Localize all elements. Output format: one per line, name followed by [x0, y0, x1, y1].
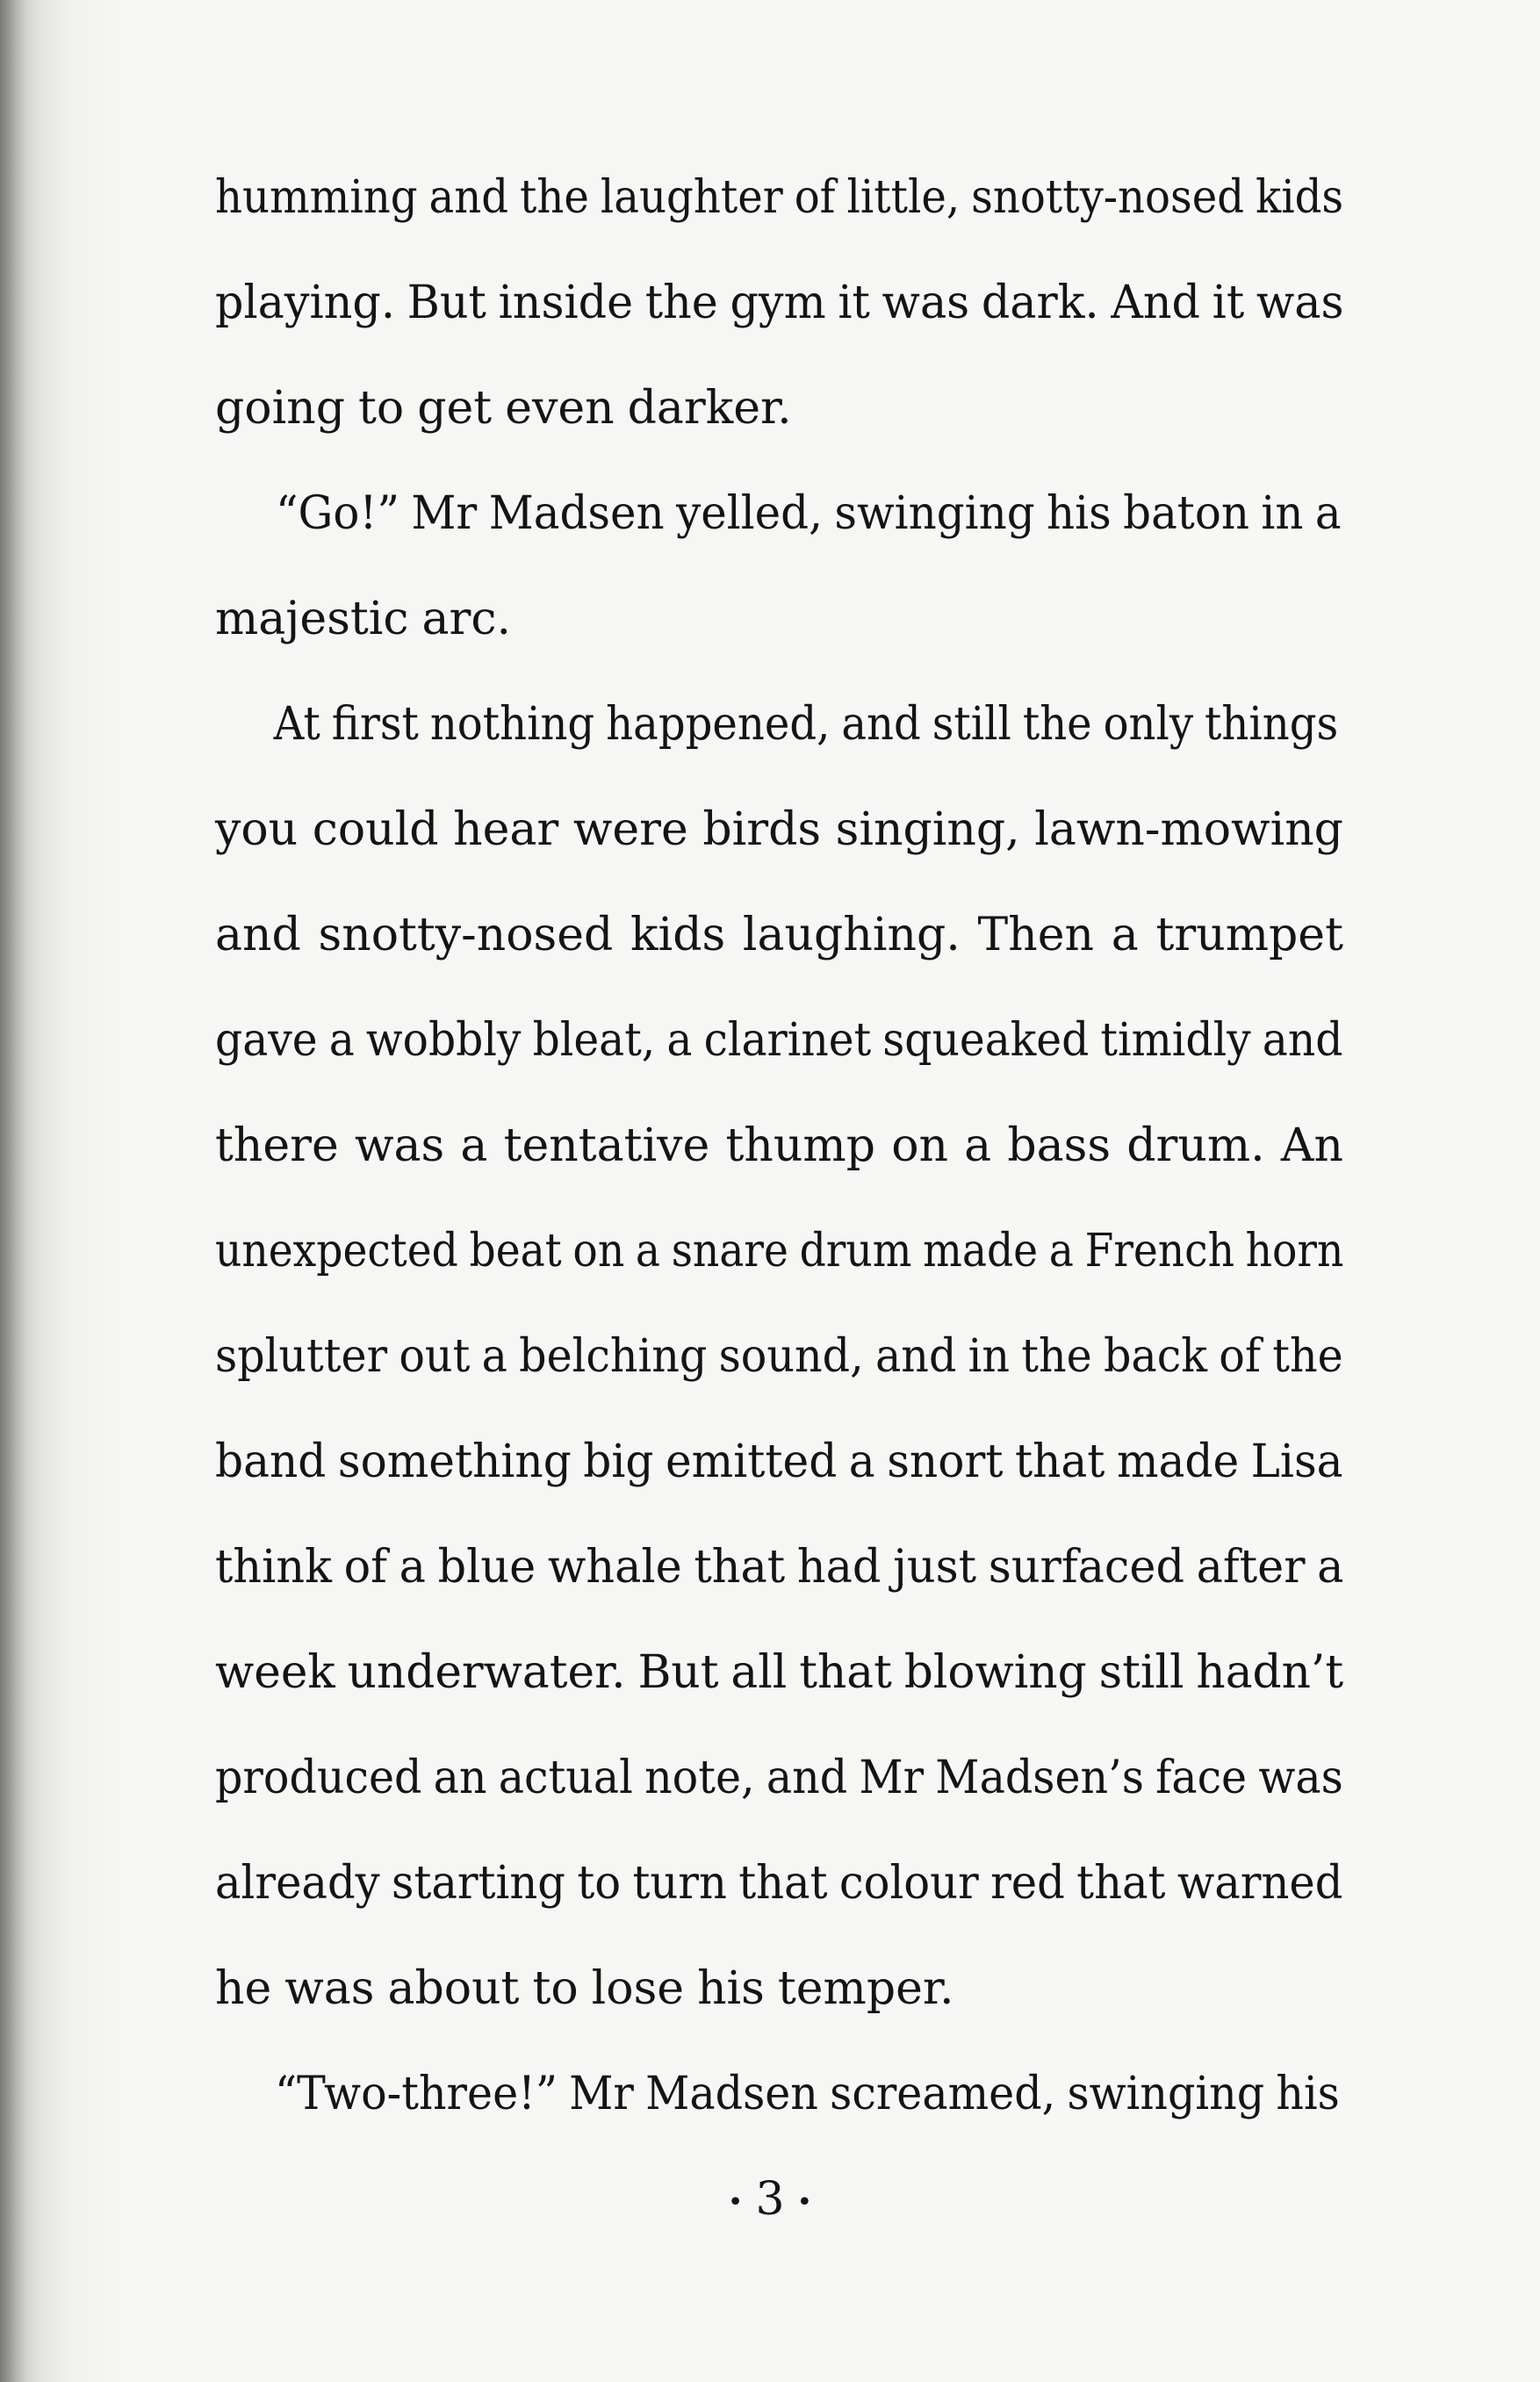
- word: An: [1280, 1119, 1343, 1172]
- word: a: [964, 1119, 992, 1172]
- word: kids: [630, 909, 726, 961]
- word: and: [766, 1752, 848, 1804]
- word: warned: [1177, 1857, 1343, 1910]
- word: a: [635, 1225, 661, 1277]
- word: get: [417, 382, 493, 435]
- word: the: [520, 171, 589, 224]
- word: wobbly: [365, 1014, 522, 1067]
- word: kids: [1256, 171, 1344, 224]
- word: that: [694, 1541, 786, 1594]
- word: a: [399, 1541, 426, 1594]
- word: “Go!”: [276, 487, 399, 540]
- word: And: [1111, 277, 1200, 329]
- word: laughing.: [742, 909, 961, 961]
- text-line: [215, 988, 1343, 1093]
- page-number: [0, 2173, 1540, 2226]
- word: red: [990, 1857, 1065, 1910]
- word: Mr: [411, 487, 478, 540]
- spine-shadow: [0, 0, 26, 2382]
- word: Madsen: [488, 487, 665, 540]
- text-line: [215, 1831, 1343, 1936]
- folio-dot-right: •: [796, 2187, 813, 2218]
- word: all: [730, 1646, 788, 1699]
- word: majestic: [215, 593, 409, 645]
- word: an: [433, 1752, 487, 1804]
- word: made: [923, 1225, 1039, 1277]
- word: squeaked: [882, 1014, 1090, 1067]
- word: in: [968, 1330, 1010, 1383]
- word: note,: [644, 1752, 755, 1804]
- word: was: [1258, 1752, 1343, 1804]
- word: and: [428, 171, 509, 224]
- word: lose: [591, 1962, 685, 2015]
- word: playing.: [215, 277, 395, 329]
- word: to: [532, 1962, 579, 2015]
- word: surfaced: [988, 1541, 1184, 1594]
- word: a: [1111, 909, 1139, 961]
- text-line: [215, 356, 1343, 461]
- word: were: [572, 803, 688, 856]
- word: made: [1116, 1436, 1240, 1488]
- word: swinging: [834, 487, 1035, 540]
- word: bleat,: [532, 1014, 656, 1067]
- word: it: [1212, 277, 1245, 329]
- word: swinging: [1067, 2068, 1265, 2120]
- word: hadn’t: [1196, 1646, 1344, 1699]
- text-line: [215, 250, 1344, 356]
- word: little,: [846, 171, 961, 224]
- word: first: [331, 698, 419, 751]
- word: things: [1205, 698, 1339, 751]
- word: it: [838, 277, 870, 329]
- word: turn: [632, 1857, 727, 1910]
- word: a: [460, 1119, 488, 1172]
- word: the: [1021, 1330, 1092, 1383]
- word: underwater.: [347, 1646, 626, 1699]
- word: was: [1256, 277, 1344, 329]
- word: yelled,: [676, 487, 823, 540]
- word: in: [1261, 487, 1304, 540]
- word: snort: [887, 1436, 1004, 1488]
- word: Madsen’s: [935, 1752, 1144, 1804]
- word: nothing: [429, 698, 595, 751]
- word: thump: [725, 1119, 875, 1172]
- word: horn: [1245, 1225, 1344, 1277]
- word: hear: [453, 803, 559, 856]
- word: baton: [1123, 487, 1249, 540]
- word: and: [841, 698, 921, 751]
- text-line: [215, 1620, 1344, 1725]
- word: Madsen: [645, 2068, 818, 2120]
- word: Lisa: [1250, 1436, 1343, 1488]
- text-line: [215, 777, 1343, 882]
- word: beat: [469, 1225, 562, 1277]
- word: belching: [519, 1330, 708, 1383]
- word: and: [215, 909, 301, 961]
- word: snotty-nosed: [318, 909, 614, 961]
- text-line: [215, 672, 1339, 777]
- word: Mr: [569, 2068, 634, 2120]
- text-line: [215, 1515, 1344, 1620]
- word: gave: [215, 1014, 318, 1067]
- folio-dot-left: •: [727, 2187, 744, 2218]
- word: trumpet: [1155, 909, 1343, 961]
- word: happened,: [606, 698, 831, 751]
- word: his: [1047, 487, 1112, 540]
- word: you: [215, 803, 299, 856]
- word: tentative: [503, 1119, 710, 1172]
- word: But: [407, 277, 486, 329]
- word: that: [1076, 1857, 1166, 1910]
- word: out: [399, 1330, 471, 1383]
- word: think: [215, 1541, 332, 1594]
- word: timidly: [1100, 1014, 1251, 1067]
- word: a: [481, 1330, 507, 1383]
- word: humming: [215, 171, 418, 224]
- word: only: [1103, 698, 1194, 751]
- word: emitted: [666, 1436, 838, 1488]
- word: that: [1014, 1436, 1105, 1488]
- word: bass: [1007, 1119, 1112, 1172]
- text-line: [215, 1198, 1344, 1304]
- word: band: [215, 1436, 327, 1488]
- word: face: [1155, 1752, 1248, 1804]
- word: snotty-nosed: [971, 171, 1245, 224]
- text-line: [215, 1409, 1343, 1515]
- word: that: [738, 1857, 828, 1910]
- word: unexpected: [215, 1225, 458, 1277]
- text-line: [215, 1725, 1343, 1831]
- word: just: [893, 1541, 977, 1594]
- text-line: [215, 1093, 1343, 1198]
- word: laughter: [600, 171, 783, 224]
- word: was: [354, 1119, 445, 1172]
- word: back: [1103, 1330, 1207, 1383]
- word: the: [1022, 698, 1092, 751]
- word: week: [215, 1646, 335, 1699]
- word: a: [328, 1014, 355, 1067]
- word: a: [666, 1014, 693, 1067]
- word: the: [644, 277, 718, 329]
- word: snare: [671, 1225, 788, 1277]
- text-line: [215, 1304, 1343, 1409]
- word: and: [874, 1330, 957, 1383]
- word: inside: [498, 277, 634, 329]
- word: produced: [215, 1752, 422, 1804]
- word: screamed,: [830, 2068, 1056, 2120]
- word: he: [215, 1962, 272, 2015]
- word: clarinet: [703, 1014, 872, 1067]
- word: to: [577, 1857, 622, 1910]
- word: had: [796, 1541, 882, 1594]
- word: drum.: [1126, 1119, 1265, 1172]
- word: even: [505, 382, 615, 435]
- word: big: [583, 1436, 654, 1488]
- word: something: [337, 1436, 572, 1488]
- word: drum: [799, 1225, 912, 1277]
- word: whale: [547, 1541, 682, 1594]
- word: to: [358, 382, 405, 435]
- word: could: [312, 803, 439, 856]
- text-line: [215, 461, 1342, 566]
- word: dark.: [981, 277, 1099, 329]
- word: already: [215, 1857, 380, 1910]
- word: on: [572, 1225, 625, 1277]
- word: and: [1262, 1014, 1343, 1067]
- word: lawn-mowing: [1034, 803, 1343, 856]
- text-line: [215, 2041, 1340, 2147]
- word: “Two-three!”: [274, 2068, 558, 2120]
- word: Mr: [859, 1752, 925, 1804]
- word: still: [1098, 1646, 1184, 1699]
- word: still: [932, 698, 1011, 751]
- word: a: [1317, 1541, 1344, 1594]
- word: after: [1196, 1541, 1306, 1594]
- word: sound,: [718, 1330, 864, 1383]
- word: was: [882, 277, 970, 329]
- word: birds: [702, 803, 822, 856]
- text-line: [215, 882, 1343, 988]
- word: on: [891, 1119, 948, 1172]
- word: his: [697, 1962, 765, 2015]
- word: darker.: [627, 382, 792, 435]
- word: splutter: [215, 1330, 388, 1383]
- word: colour: [838, 1857, 979, 1910]
- body-text: [215, 145, 1343, 2147]
- text-line: [215, 566, 1343, 672]
- word: going: [215, 382, 346, 435]
- word: Then: [977, 909, 1094, 961]
- word: singing,: [835, 803, 1020, 856]
- word: starting: [392, 1857, 566, 1910]
- word: At: [273, 698, 320, 751]
- word: of: [1219, 1330, 1262, 1383]
- word: a: [848, 1436, 875, 1488]
- word: was: [284, 1962, 375, 2015]
- word: arc.: [421, 593, 512, 645]
- page-number-value: 3: [755, 2173, 785, 2226]
- text-line: [215, 145, 1344, 250]
- word: there: [215, 1119, 339, 1172]
- text-line: [215, 1936, 1343, 2041]
- word: blue: [437, 1541, 536, 1594]
- word: about: [387, 1962, 520, 2015]
- word: a: [1314, 487, 1342, 540]
- word: French: [1084, 1225, 1234, 1277]
- word: gym: [730, 277, 826, 329]
- word: temper.: [777, 1962, 954, 2015]
- word: the: [1272, 1330, 1343, 1383]
- word: that: [799, 1646, 892, 1699]
- word: his: [1276, 2068, 1340, 2120]
- word: blowing: [903, 1646, 1087, 1699]
- word: of: [794, 171, 836, 224]
- word: a: [1048, 1225, 1074, 1277]
- word: But: [637, 1646, 719, 1699]
- word: actual: [498, 1752, 633, 1804]
- word: of: [343, 1541, 387, 1594]
